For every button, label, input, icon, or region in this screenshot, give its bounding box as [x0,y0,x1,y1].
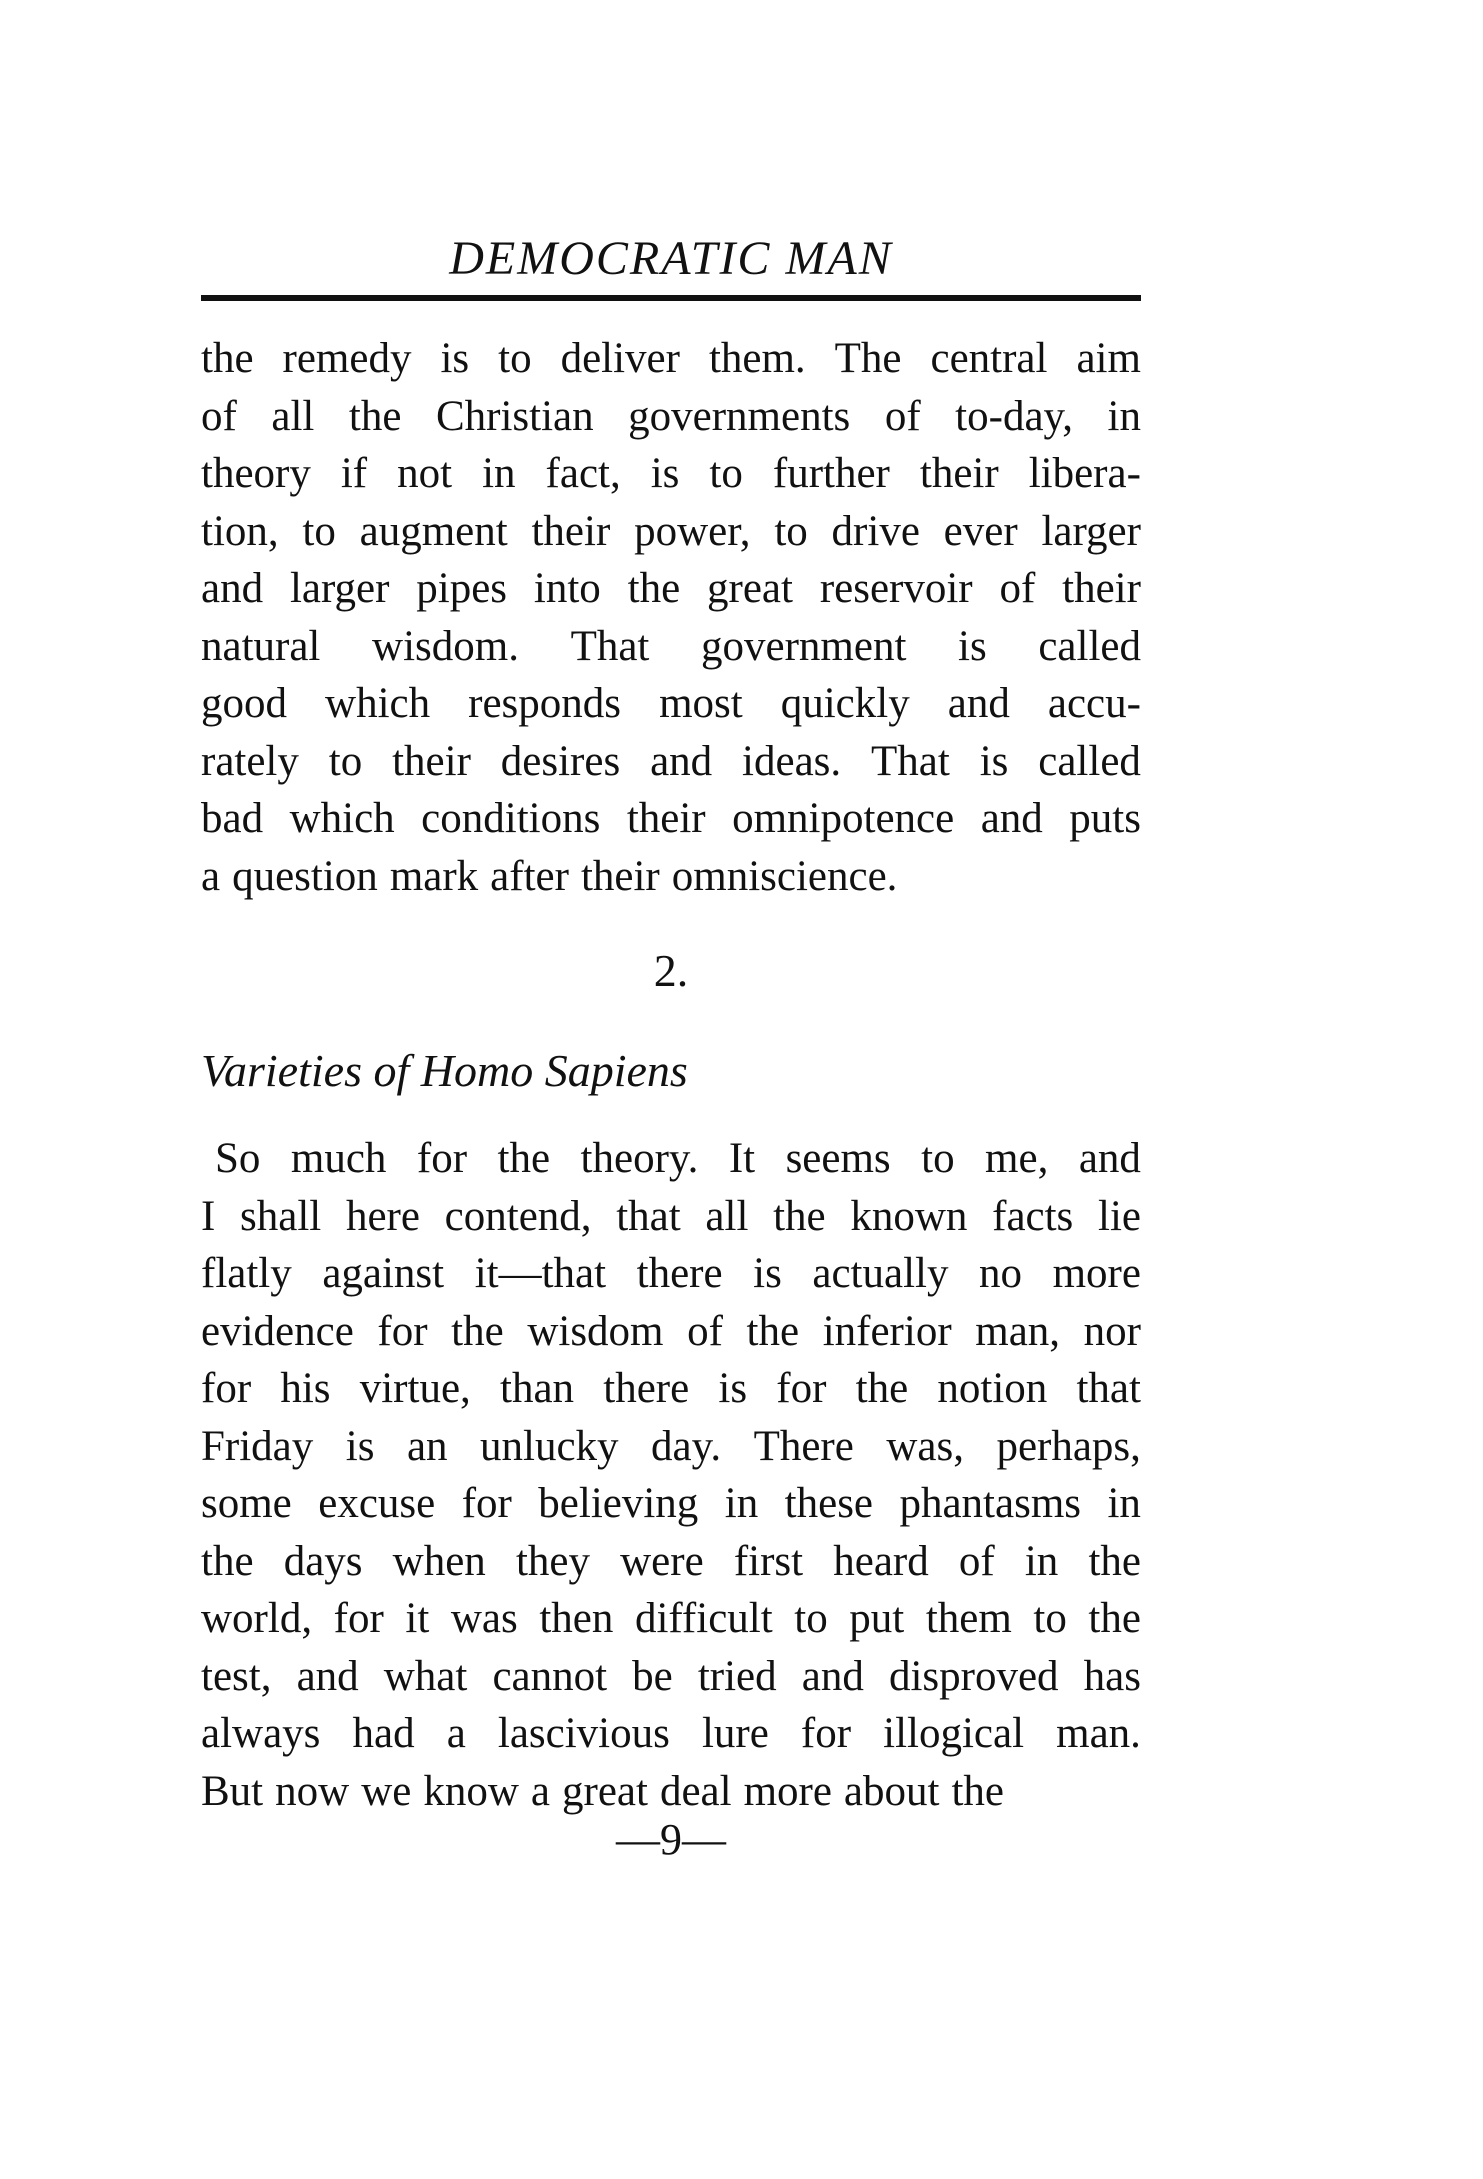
text-line: But now we know a great deal more about the [201,1767,1005,1815]
running-head: DEMOCRATIC MAN [449,232,893,285]
text-line: a question mark after their omniscience. [201,852,898,900]
text-line: flatly against it—that there is actually no more [201,1250,1141,1297]
page-number: —9— [616,1815,726,1864]
text-line: always had a lascivious lure for illogical man. [201,1710,1141,1757]
section-number: 2. [653,945,689,996]
text-line: theory if not in fact, is to further their libera- [201,450,1141,497]
text-line: some excuse for believing in these phantasms in [201,1480,1141,1527]
text-line: So much for the theory. It seems to me, and [215,1135,1141,1182]
text-line: natural wisdom. That government is called [201,622,1141,670]
text-line: rately to their desires and ideas. That is called [201,737,1141,785]
text-line: and larger pipes into the great reservoir of their [201,565,1141,612]
paragraph-2 [201,1130,1141,1820]
text-line: the days when they were first heard of in the [201,1537,1141,1585]
text-line: good which responds most quickly and accu- [201,680,1141,727]
text-line: the remedy is to deliver them. The central aim [201,335,1141,382]
text-line: Friday is an unlucky day. There was, perhaps, [201,1422,1141,1470]
text-line: I shall here contend, that all the known facts lie [201,1192,1141,1240]
text-line: for his virtue, than there is for the notion that [201,1365,1141,1412]
text-line: test, and what cannot be tried and disproved has [201,1652,1141,1700]
text-line: of all the Christian governments of to-day, in [201,392,1141,440]
section-title: Varieties of Homo Sapiens [201,1045,688,1096]
text-line: world, for it was then difficult to put them to the [201,1595,1141,1642]
text-line: tion, to augment their power, to drive ever larger [201,507,1141,555]
paragraph-1 [201,330,1141,905]
text-line: bad which conditions their omnipotence and puts [201,795,1141,842]
header-rule [201,295,1141,301]
text-line: evidence for the wisdom of the inferior man, nor [201,1307,1141,1355]
